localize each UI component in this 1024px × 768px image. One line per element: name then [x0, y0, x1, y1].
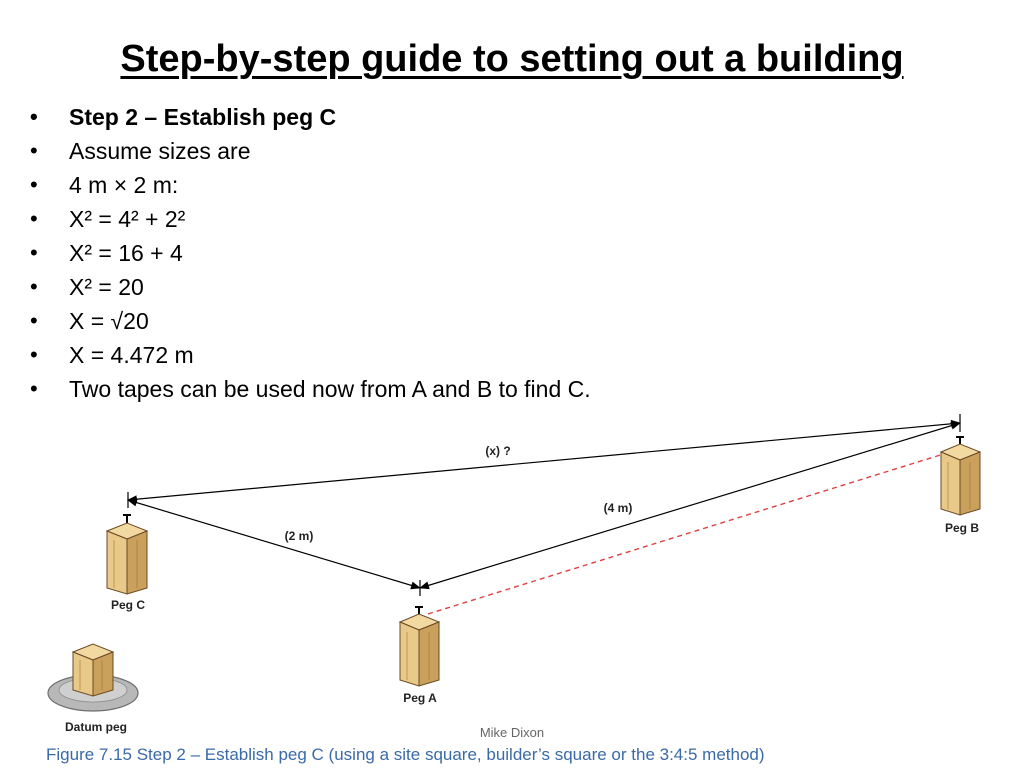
bullet-item: • Two tapes can be used now from A and B to find C. [30, 372, 591, 406]
label-peg-a: Peg A [403, 691, 437, 705]
bullet-item: • X = 4.472 m [30, 338, 591, 372]
dimension-lines [128, 414, 960, 596]
label-ac: (2 m) [284, 529, 314, 543]
label-datum-peg: Datum peg [64, 720, 128, 734]
peg-c [107, 514, 147, 594]
label-peg-c: Peg C [110, 598, 146, 612]
string-line-ab [428, 452, 950, 614]
label-peg-b: Peg B [944, 521, 980, 535]
bullet-item: • X² = 16 + 4 [30, 236, 591, 270]
label-x: (x) ? [485, 444, 511, 458]
label-ab: (4 m) [603, 501, 633, 515]
footer-author: Mike Dixon [479, 725, 545, 740]
peg-a [400, 606, 439, 686]
bullet-step-heading: • Step 2 – Establish peg C [30, 100, 591, 134]
figure-caption: Figure 7.15 Step 2 – Establish peg C (using a site square, builder’s square or the 3:4:5 method) [46, 745, 765, 764]
bullet-item: • Assume sizes are [30, 134, 591, 168]
dimension-line-ac [128, 500, 420, 588]
bullet-item: • X = √20 [30, 304, 591, 338]
datum-peg [48, 644, 138, 711]
bullet-item: • X² = 4² + 2² [30, 202, 591, 236]
peg-b [941, 436, 980, 515]
bullet-item: • 4 m × 2 m: [30, 168, 591, 202]
slide-title: Step-by-step guide to setting out a building [120, 38, 904, 80]
bullet-item: • X² = 20 [30, 270, 591, 304]
